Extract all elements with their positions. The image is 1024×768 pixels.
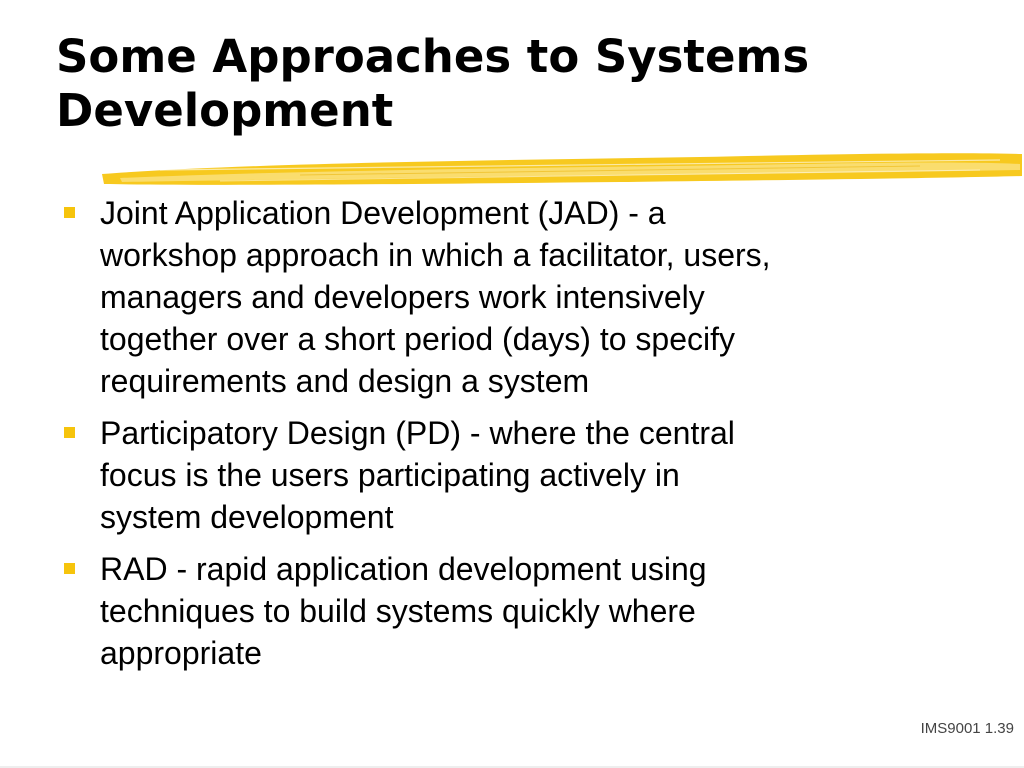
slide-title (56, 30, 996, 138)
bullet-list (62, 192, 982, 684)
bullet-text-line: workshop approach in which a facilitator, users, (100, 237, 771, 273)
bullet-text-line: together over a short period (days) to specify (100, 321, 735, 357)
bullet-text-line: appropriate (100, 635, 262, 671)
bullet-item (62, 412, 982, 538)
bullet-text-line: managers and developers work intensively (100, 279, 705, 315)
bullet-text-line: requirements and design a system (100, 363, 590, 399)
square-bullet-icon (64, 563, 75, 574)
bullet-item (62, 192, 982, 402)
bullet-text-line: RAD - rapid application development using (100, 551, 707, 587)
title-underline-brush-stroke (100, 148, 1024, 190)
slide-title-line: Some Approaches to Systems (56, 30, 810, 83)
bullet-text-line: Participatory Design (PD) - where the central (100, 415, 735, 451)
square-bullet-icon (64, 207, 75, 218)
bullet-text-line: Joint Application Development (JAD) - a (100, 195, 666, 231)
bullet-item (62, 548, 982, 674)
square-bullet-icon (64, 427, 75, 438)
bullet-text-line: system development (100, 499, 394, 535)
slide-title-line: Development (56, 84, 394, 137)
bullet-text-line: focus is the users participating actively in (100, 457, 680, 493)
slide-number-footer: IMS9001 1.39 (920, 720, 1014, 737)
bullet-text-line: techniques to build systems quickly where (100, 593, 696, 629)
